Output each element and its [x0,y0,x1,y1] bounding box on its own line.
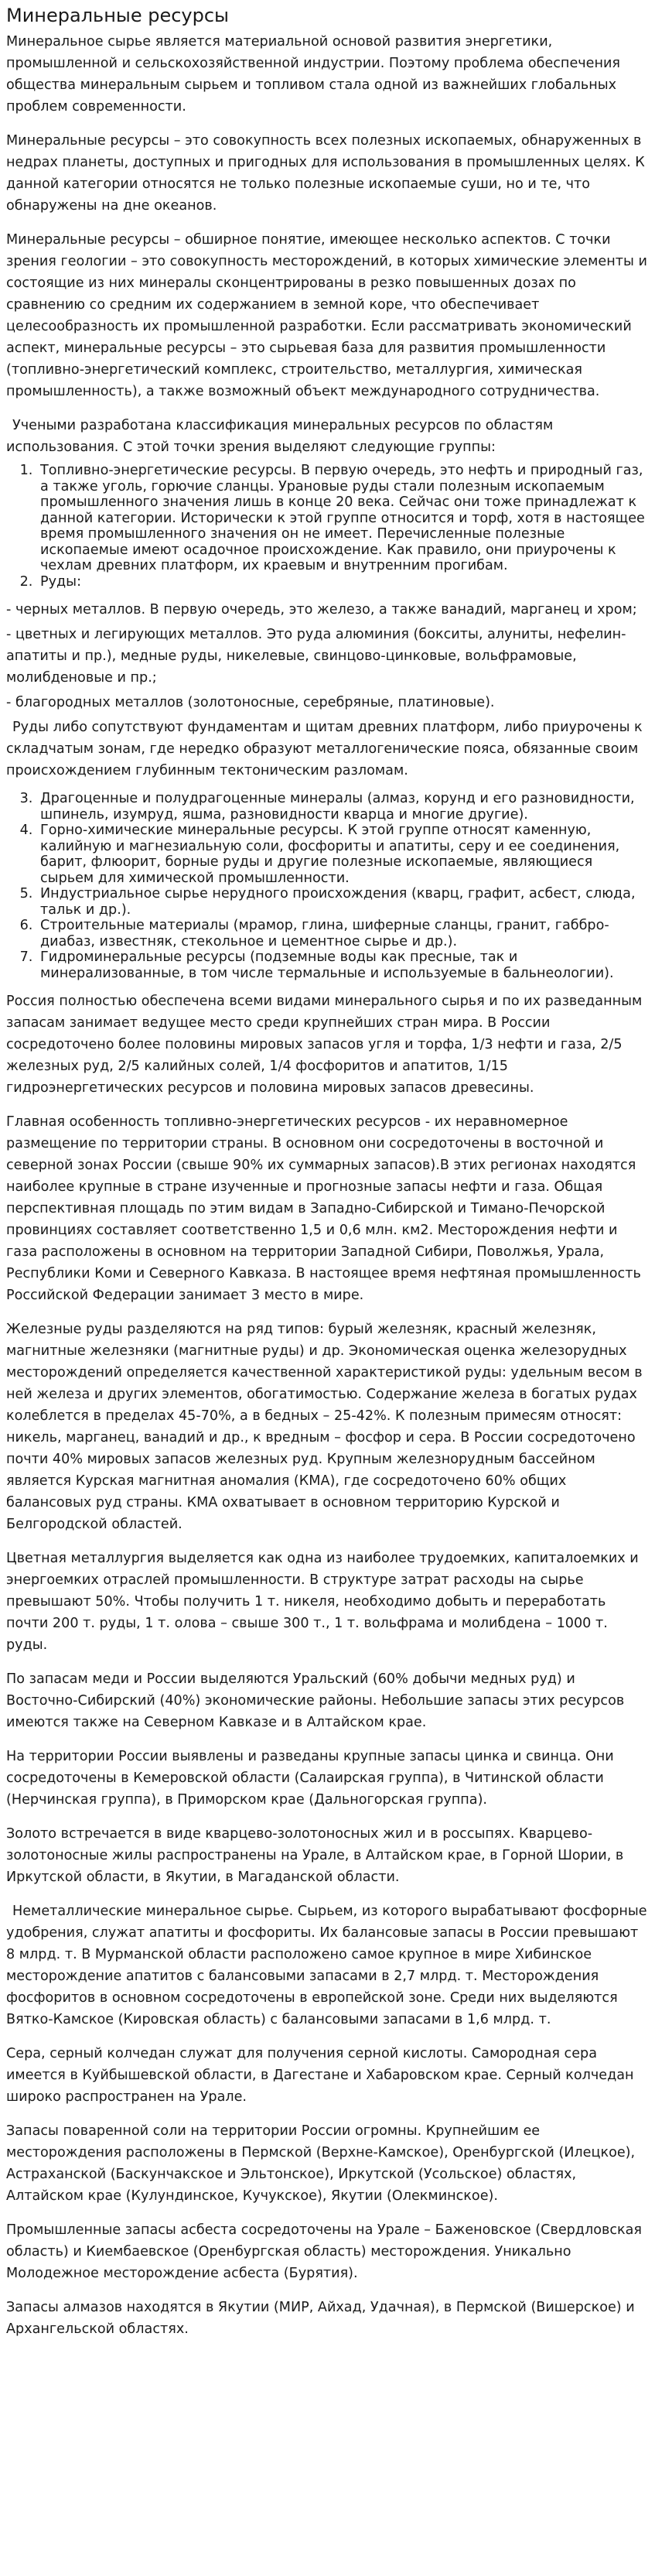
resource-groups-list-a [6,463,649,590]
intro-paragraph: Минеральные ресурсы – это совокупность всех полезных ископаемых, обнаруженных в недрах планеты, доступных и пригодных для использования в промышленных целях. К данной категории относятся не только полезные ископаемые суши, но и те, что обнаружены на дне океанов. [6,133,645,214]
classification-intro: Учеными разработана классификация минеральных ресурсов по областям использования. С этой точки зрения выделяют следующие группы: [6,418,554,455]
list-item: 2. Руды: [37,574,649,590]
body-paragraph: По запасам меди и России выделяются Уральский (60% добычи медных руд) и Восточно-Сибирский (40%) экономические районы. Небольшие запасы этих ресурсов имеются также на Северном Кавказе и в Алтайском крае. [6,1671,625,1730]
body-paragraph: Цветная металлургия выделяется как одна из наиболее трудоемких, капиталоемких и энергоемких отраслей промышленности. В структуре затрат расходы на сырье превышают 50%. Чтобы получить 1 т. никеля, необходимо добыть и переработать почти 200 т. руды, 1 т. олова – свыше 300 т., 1 т. вольфрама и молибдена – 1000 т. руды. [6,1551,639,1653]
resource-groups-list-b [6,791,649,981]
list-item: 6. Строительные материалы (мрамор, глина, шиферные сланцы, гранит, габбро-диабаз, известняк, стекольное и цементное сырье и др.). [37,918,649,949]
body-paragraph: Запасы алмазов находятся в Якутии (МИР, Айхад, Удачная), в Пермской (Вишерское) и Архангельской областях. [6,2300,635,2337]
body-paragraph: На территории России выявлены и разведаны крупные запасы цинка и свинца. Они сосредоточены в Кемеровской области (Салаирская группа), в Читинской области (Нерчинская группа), в Приморском крае (Дальногорская группа). [6,1749,614,1808]
list-item: 1. Топливно-энергетические ресурсы. В первую очередь, это нефть и природный газ, а также уголь, горючие сланцы. Урановые руды стали полезным ископаемым промышленного значения лишь в конце 20 века. Сейчас они тоже принадлежат к данной категории. Исторически к этой группе относится и торф, хотя в настоящее время промышленного значения он не имеет. Перечисленные полезные ископаемые имеют осадочное происхождение. Как правило, они приурочены к чехлам древних платформ, их краевым и внутренним прогибам. [37,463,649,574]
list-item: 3. Драгоценные и полудрагоценные минералы (алмаз, корунд и его разновидности, шпинель, изумруд, яшма, разновидности кварца и многие другие). [37,791,649,823]
body-paragraph: Сера, серный колчедан служат для получения серной кислоты. Самородная сера имеется в Куйбышевской области, в Дагестане и Хабаровском крае. Серный колчедан широко распространен на Урале. [6,2046,634,2105]
body-paragraph: Промышленные запасы асбеста сосредоточены на Урале – Баженовское (Свердловская область) и Киембаевское (Оренбургская область) месторождения. Уникально Молодежное месторождение асбеста (Бурятия). [6,2222,643,2281]
ore-item: - черных металлов. В первую очередь, это железо, а также ванадий, марганец и хром; [6,602,637,617]
ore-item: - благородных металлов (золотоносные, серебряные, платиновые). [6,695,495,710]
intro-paragraph: Минеральное сырье является материальной основой развития энергетики, промышленной и сельскохозяйственной индустрии. Поэтому проблема обеспечения общества минеральным сырьем и топливом стала одной из важнейших глобальных проблем современности. [6,34,621,115]
intro-paragraph: Минеральные ресурсы – обширное понятие, имеющее несколько аспектов. С точки зрения геологии – это совокупность месторождений, в которых химические элементы и состоящие из них минералы сконцентрированы в резко повышенных дозах по сравнению со средним их содержанием в земной коре, что обеспечивает целесообразность их промышленной разработки. Если рассматривать экономический аспект, минеральные ресурсы – это сырьевая база для развития промышленности (топливно-энергетический комплекс, строительство, металлургия, химическая промышленность), а также возможный объект международного сотрудничества. [6,232,647,399]
list-item: 5. Индустриальное сырье нерудного происхождения (кварц, графит, асбест, слюда, тальк и др.). [37,886,649,918]
body-paragraph: Главная особенность топливно-энергетических ресурсов - их неравномерное размещение по территории страны. В основном они сосредоточены в восточной и северной зонах России (свыше 90% их суммарных запасов).В этих регионах находятся наиболее крупные в стране изученные и прогнозные запасы нефти и газа. Общая перспективная площадь по этим видам в Западно-Сибирской и Тимано-Печорской провинциях составляет соответственно 1,5 и 0,6 млн. км2. Месторождения нефти и газа расположены в основном на территории Западной Сибири, Поволжья, Урала, Республики Коми и Северного Кавказа. В настоящее время нефтяная промышленность Российской Федерации занимает 3 место в мире. [6,1114,641,1303]
ore-item: - цветных и легирующих металлов. Это руда алюминия (бокситы, алуниты, нефелин-апатиты и пр.), медные руды, никелевые, свинцово-цинковые, вольфрамовые, молибденовые и пр.; [6,627,626,686]
page-title: Минеральные ресурсы [6,5,229,26]
body-paragraph: Неметаллические минеральное сырье. Сырьем, из которого вырабатывают фосфорные удобрения, служат апатиты и фосфориты. Их балансовые запасы в России превышают 8 млрд. т. В Мурманской области расположено самое крупное в мире Хибинское месторождение апатитов с балансовыми запасами в 2,7 млрд. т. Месторождения фосфоритов в основном сосредоточены в европейской зоне. Среди них выделяются Вятко-Камское (Кировская область) с балансовыми запасами в 1,6 млрд. т. [6,1904,647,2027]
body-paragraph: Запасы поваренной соли на территории России огромны. Крупнейшим ее месторождения расположены в Пермской (Верхне-Камское), Оренбургской (Илецкое), Астраханской (Баскунчакское и Эльтонское), Иркутской (Усольское) областях, Алтайском крае (Кулундинское, Кучукское), Якутии (Олекминское). [6,2123,636,2204]
body-paragraph: Россия полностью обеспечена всеми видами минерального сырья и по их разведанным запасам занимает ведущее место среди крупнейших стран мира. В России сосредоточено более половины мировых запасов угля и торфа, 1/3 нефти и газа, 2/5 железных руд, 2/5 калийных солей, 1/4 фосфоритов и апатитов, 1/15 гидроэнергетических ресурсов и половина мировых запасов древесины. [6,994,643,1096]
list-item: 4. Горно-химические минеральные ресурсы. К этой группе относят каменную, калийную и магнезиальную соли, фосфориты и апатиты, серу и ее соединения, барит, флюорит, борные руды и другие полезные ископаемые, являющиеся сырьем для химической промышленности. [37,823,649,886]
ore-note: Руды либо сопутствуют фундаментам и щитам древних платформ, либо приурочены к складчатым зонам, где нередко образуют металлогенические пояса, обязанные своим происхождением глубинным тектоническим разломам. [6,720,643,778]
body-paragraph: Железные руды разделяются на ряд типов: бурый железняк, красный железняк, магнитные железняки (магнитные руды) и др. Экономическая оценка железорудных месторождений определяется качественной характеристикой руды: удельным весом в ней железа и других элементов, обогатимостью. Содержание железа в богатых рудах колеблется в пределах 45-70%, а в бедных – 25-42%. К полезным примесям относят: никель, марганец, ванадий и др., к вредным – фосфор и сера. В России сосредоточено почти 40% мировых запасов железных руд. Крупным железнорудным бассейном является Курская магнитная аномалия (КМА), где сосредоточено 60% общих балансовых руд страны. КМА охватывает в основном территорию Курской и Белгородской областей. [6,1322,643,1532]
body-paragraph: Золото встречается в виде кварцево-золотоносных жил и в россыпях. Кварцево-золотоносные жилы распространены на Урале, в Алтайском крае, в Горной Шории, в Иркутской области, в Якутии, в Магаданской области. [6,1826,624,1885]
list-item: 7. Гидроминеральные ресурсы (подземные воды как пресные, так и минерализованные, в том числе термальные и используемые в бальнеологии). [37,949,649,981]
